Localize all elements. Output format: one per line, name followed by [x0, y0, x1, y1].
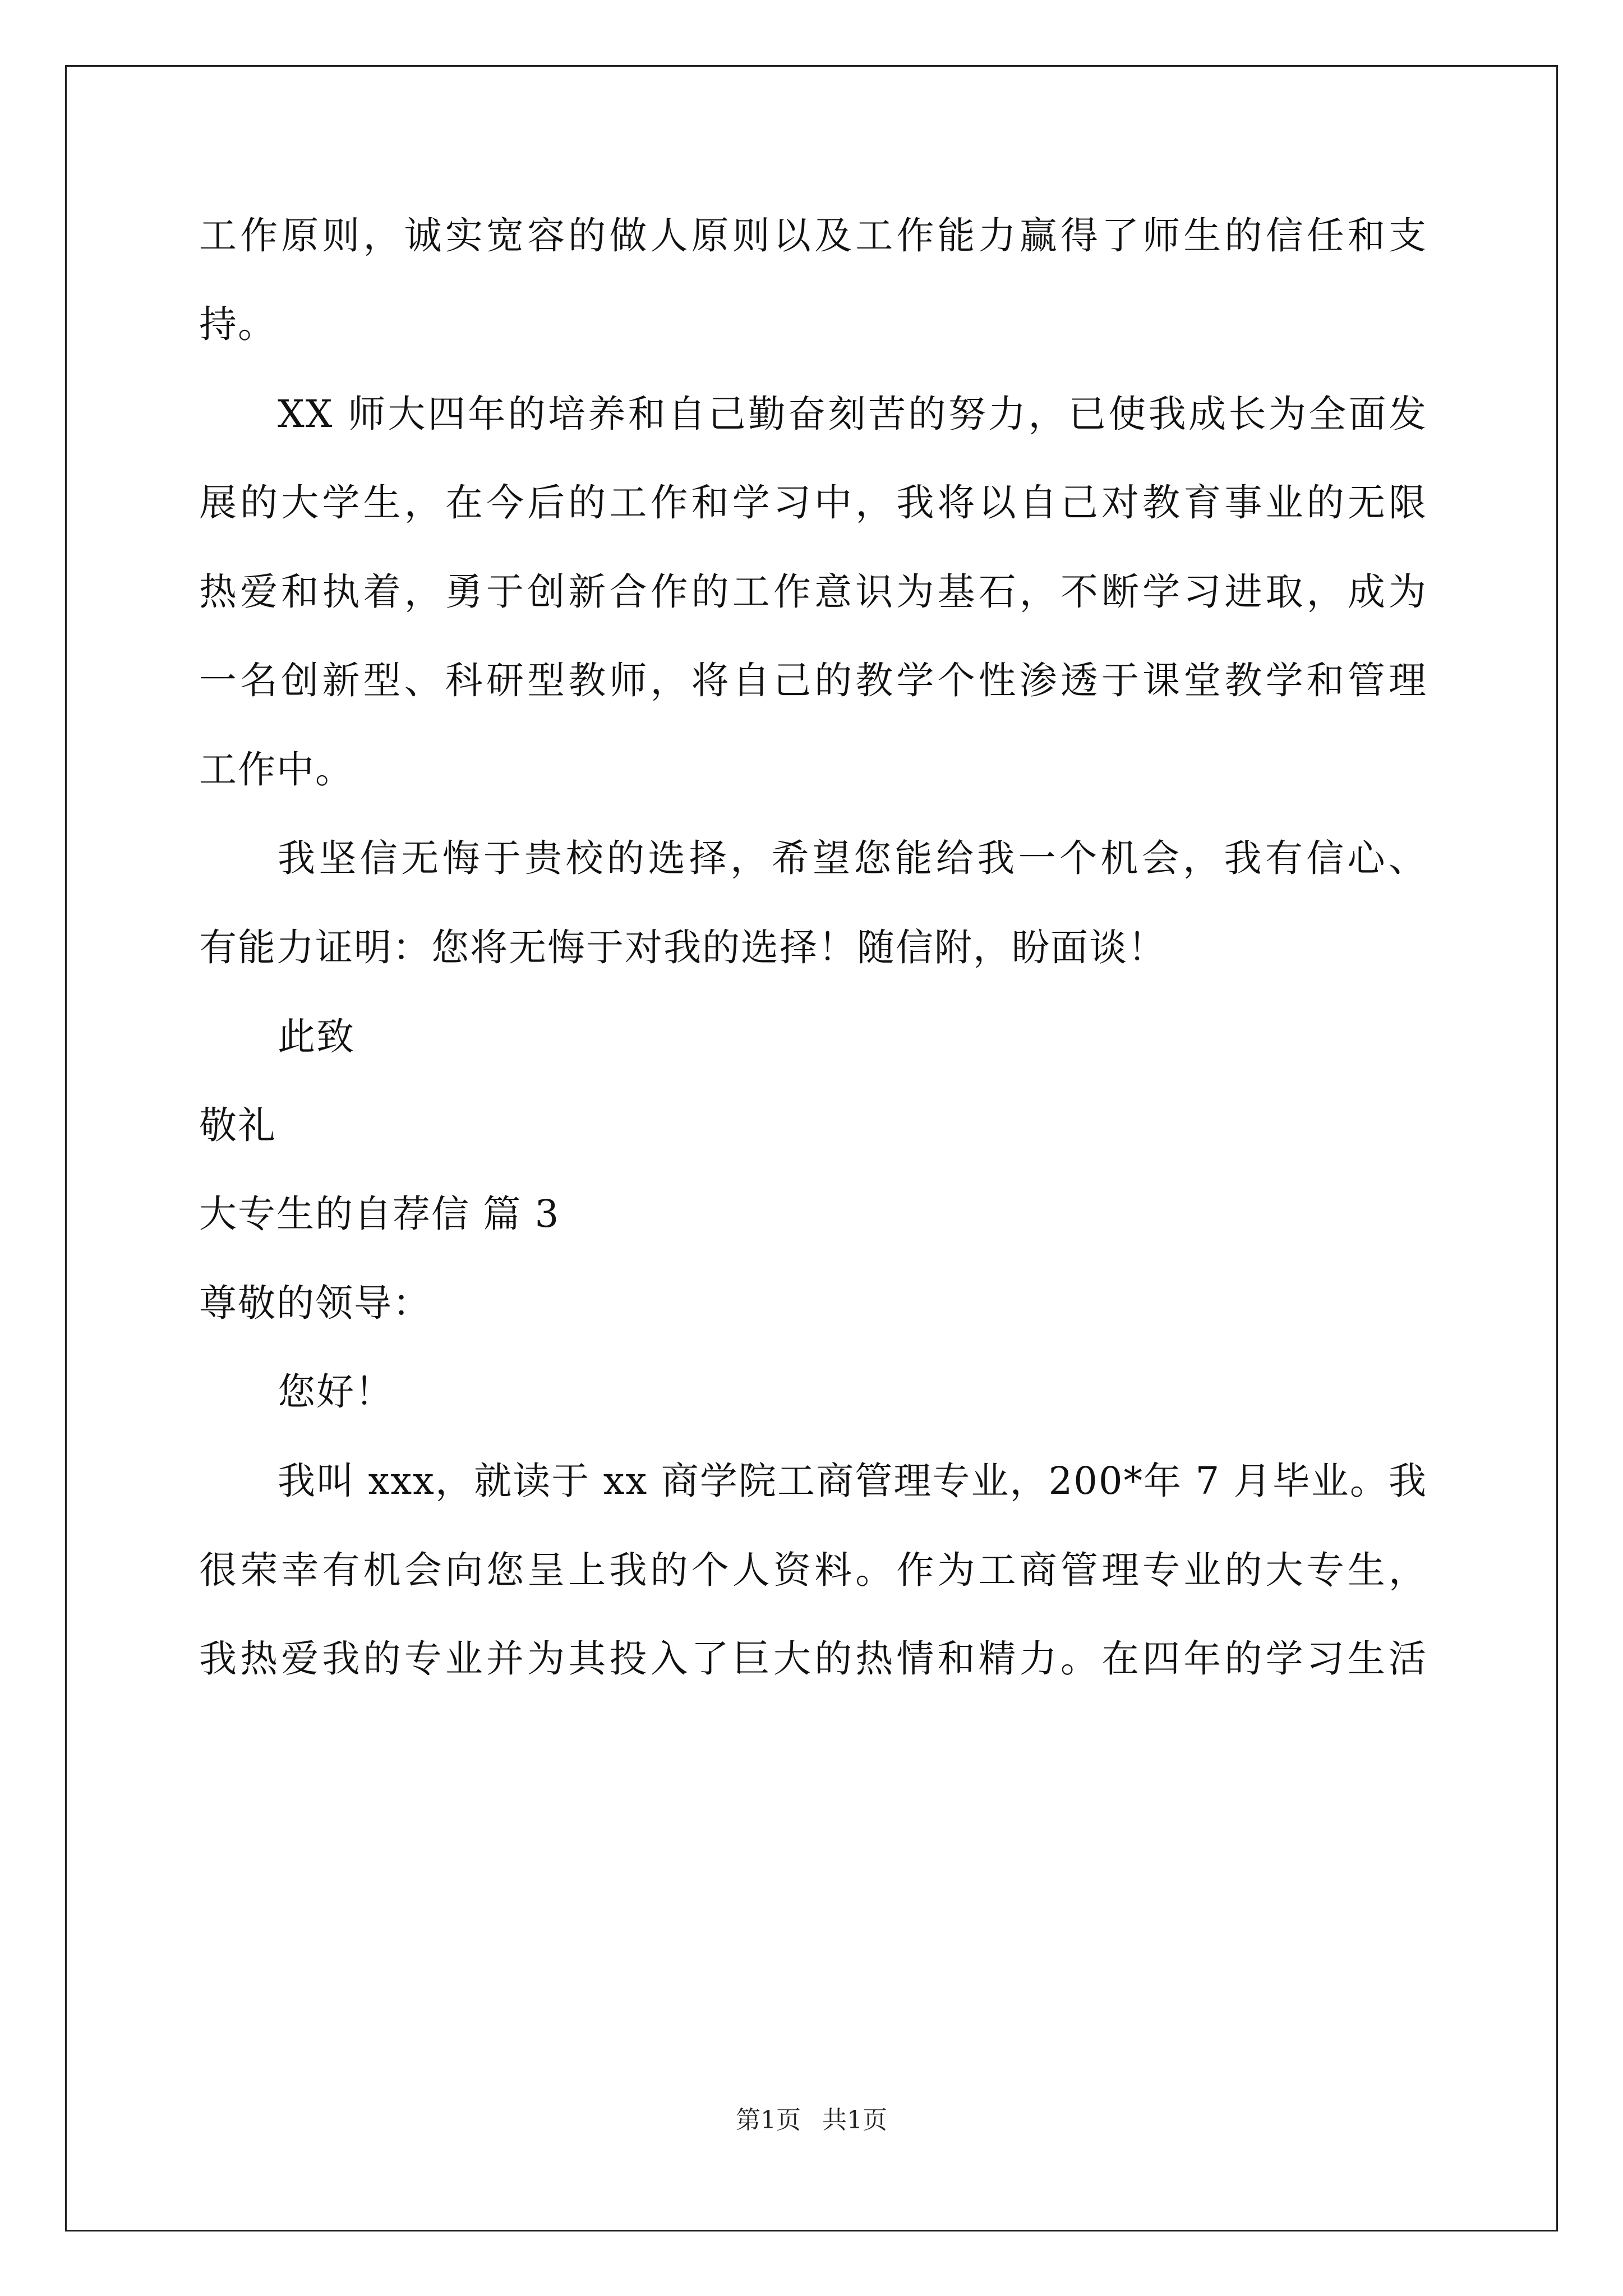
text-line: 我热爱我的专业并为其投入了巨大的热情和精力。在四年的学习生活 [199, 1637, 1427, 1681]
text-line: 热爱和执着，勇于创新合作的工作意识为基石，不断学习进取，成为 [199, 570, 1427, 614]
text-line: 工作中。 [199, 748, 354, 792]
page-number: 第1页 [736, 2106, 801, 2134]
page-footer [0, 2105, 1623, 2136]
greeting-line: 您好！ [278, 1370, 394, 1414]
salutation-line: 敬礼 [199, 1103, 276, 1147]
text-line: 持。 [199, 302, 276, 346]
section-heading: 大专生的自荐信 篇 3 [199, 1192, 560, 1236]
text-line: 我叫 xxx，就读于 xx 商学院工商管理专业，200*年 7 月毕业。我 [278, 1459, 1427, 1503]
text-line: 工作原则，诚实宽容的做人原则以及工作能力赢得了师生的信任和支 [199, 214, 1427, 257]
greeting-line: 尊敬的领导： [199, 1281, 431, 1325]
text-line: 一名创新型、科研型教师，将自己的教学个性渗透于课堂教学和管理 [199, 659, 1427, 702]
page-total: 共1页 [822, 2106, 887, 2134]
text-line: 有能力证明：您将无悔于对我的选择！随信附，盼面谈！ [199, 926, 1166, 969]
page-border [65, 65, 1558, 2231]
closing-line: 此致 [278, 1015, 355, 1059]
text-line: 我坚信无悔于贵校的选择，希望您能给我一个机会，我有信心、 [278, 836, 1427, 880]
text-line: 展的大学生，在今后的工作和学习中，我将以自己对教育事业的无限 [199, 481, 1427, 524]
text-line: XX 师大四年的培养和自己勤奋刻苦的努力，已使我成长为全面发 [278, 392, 1427, 436]
text-line: 很荣幸有机会向您呈上我的个人资料。作为工商管理专业的大专生， [199, 1548, 1427, 1592]
